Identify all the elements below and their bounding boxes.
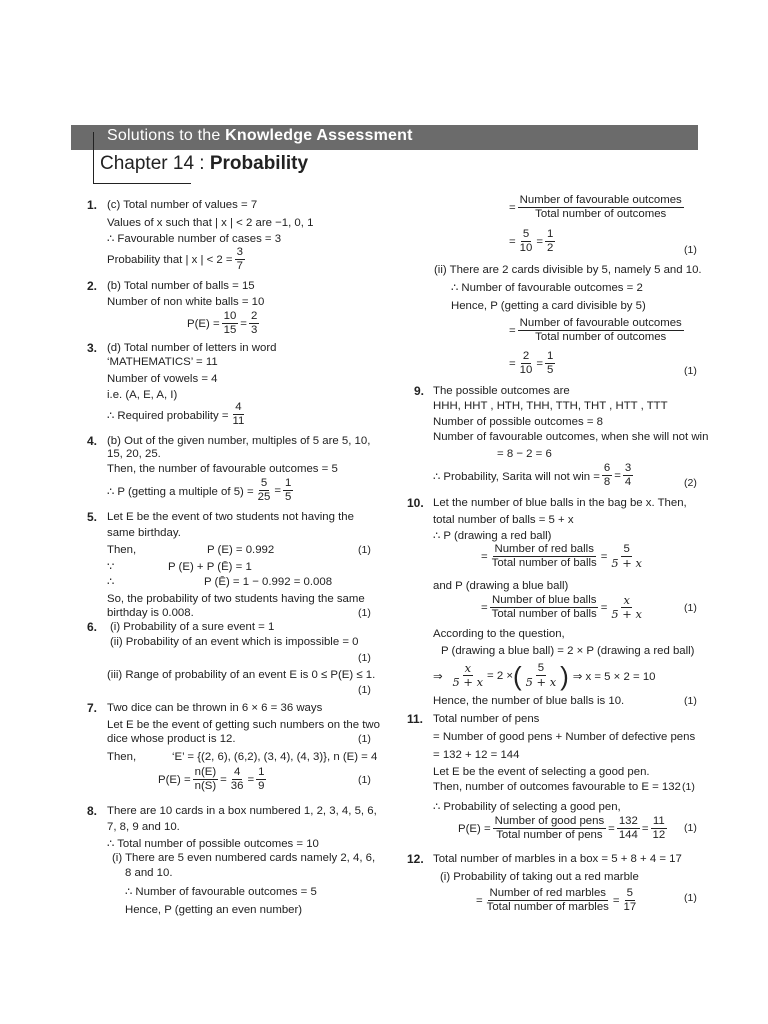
text-line: P (Ē) = 1 − 0.992 = 0.008 — [204, 576, 333, 588]
numerator: 5 — [522, 228, 530, 240]
denominator: 5 + x — [611, 556, 642, 570]
equation — [433, 462, 635, 489]
denominator: 5 — [546, 364, 554, 376]
equals-sign: = — [536, 235, 543, 248]
question-number: 11. — [407, 712, 424, 726]
numerator: Number of favourable outcomes — [519, 317, 682, 329]
text-line: (ii) Probability of an event which is impossible = 0 — [110, 636, 359, 648]
fraction — [623, 462, 633, 489]
text-line: and P (drawing a blue ball) — [433, 580, 569, 592]
numerator: 5 — [537, 662, 545, 674]
equation — [509, 228, 557, 255]
text-line: = 2 × — [487, 669, 513, 682]
text-line: Total number of marbles in a box = 5 + 8 + 4 = 17 — [433, 853, 682, 865]
fraction — [490, 543, 599, 570]
equals-sign: = — [476, 894, 483, 907]
paren-left: ( — [512, 660, 522, 691]
question-number: 9. — [414, 384, 425, 398]
text-line: Number of non white balls = 10 — [107, 296, 265, 308]
denominator: 17 — [623, 901, 637, 913]
marks: (1) — [684, 695, 697, 707]
equals-sign: = — [509, 235, 516, 248]
fraction — [518, 350, 535, 377]
fraction — [256, 766, 266, 793]
fraction — [609, 543, 643, 570]
marks: (1) — [358, 544, 371, 556]
denominator: 25 — [257, 491, 271, 503]
marks: (1) — [684, 244, 697, 256]
denominator: 144 — [618, 829, 638, 841]
numerator: 11 — [652, 815, 665, 827]
text-line: Hence, P (getting an even number) — [125, 904, 303, 916]
text-line: total number of balls = 5 + x — [433, 514, 574, 526]
fraction — [518, 228, 535, 255]
text-line: ∴ P (drawing a red ball) — [433, 530, 552, 542]
question-number: 3. — [87, 341, 98, 355]
numerator: 3 — [624, 462, 632, 474]
equation — [509, 194, 686, 221]
text-line: According to the question, — [433, 628, 565, 640]
equals-sign: = — [608, 822, 615, 835]
equation — [433, 662, 656, 689]
text-line: ∵ — [107, 561, 115, 573]
fraction — [451, 662, 485, 689]
equation — [107, 246, 247, 273]
numerator: 1 — [546, 350, 554, 362]
equation — [158, 766, 268, 793]
text-line: (i) Probability of taking out a red marble — [440, 871, 639, 883]
text-line: So, the probability of two students having the same — [107, 593, 365, 605]
text-line: (i) There are 5 even numbered cards namely 2, 4, 6, — [112, 852, 376, 864]
denominator: Total number of outcomes — [535, 331, 667, 343]
denominator: Total number of balls — [491, 608, 597, 620]
text-line: P(E) = — [158, 773, 191, 786]
text-line: Then, — [107, 544, 137, 556]
marks: (1) — [358, 733, 371, 745]
fraction — [235, 246, 245, 273]
equation — [509, 350, 557, 377]
numerator: 5 — [626, 887, 633, 899]
numerator: 132 — [618, 815, 638, 827]
numerator: n(E) — [194, 766, 217, 778]
numerator: Number of blue balls — [491, 594, 597, 606]
fraction — [609, 594, 643, 621]
numerator: 1 — [258, 766, 265, 778]
text-line: Number of possible outcomes = 8 — [433, 416, 603, 428]
text-line: (c) Total number of values = 7 — [107, 199, 258, 211]
text-line: HHH, HHT , HTH, THH, TTH, THT , HTT , TTT — [433, 400, 668, 412]
text-line: ∴ Probability of selecting a good pen, — [433, 801, 621, 813]
question-number: 7. — [87, 701, 98, 715]
marks: (1) — [684, 822, 697, 834]
equals-sign: = — [614, 469, 621, 482]
text-line: dice whose product is 12. — [107, 733, 236, 745]
equals-sign: = — [481, 601, 488, 614]
marks: (1) — [684, 602, 697, 614]
text-line: Then, number of outcomes favourable to E = 132 — [433, 781, 681, 793]
fraction — [256, 477, 273, 504]
denominator: 15 — [223, 324, 237, 336]
fraction — [617, 815, 640, 842]
numerator: Number of good pens — [494, 815, 605, 827]
question-number: 12. — [407, 852, 424, 866]
text-line: Let E be the event of getting such numbers on the two — [107, 719, 380, 731]
text-line: ∴ Number of favourable outcomes = 5 — [125, 886, 317, 898]
marks: (1) — [684, 365, 697, 377]
denominator: 5 + x — [525, 675, 557, 689]
text-line: ∴ — [107, 576, 115, 588]
question-number: 1. — [87, 198, 98, 212]
equals-sign: = — [641, 822, 649, 835]
question-number: 4. — [87, 434, 98, 448]
text-line: same birthday. — [107, 527, 181, 539]
question-number: 6. — [87, 620, 98, 634]
denominator: 7 — [236, 260, 243, 272]
equation — [476, 887, 640, 914]
marks: (1) — [358, 652, 371, 664]
equals-sign: = — [509, 201, 516, 214]
text-line: = 8 − 2 = 6 — [497, 448, 552, 460]
equation — [187, 310, 261, 337]
text-line: ∴ Favourable number of cases = 3 — [107, 233, 282, 245]
paren-right: ) — [560, 660, 569, 691]
text-line: ∴ Required probability = — [107, 409, 229, 422]
denominator: 2 — [546, 242, 554, 254]
chapter-title: Chapter 14 : Probability — [100, 153, 309, 174]
text-line: Let E be the event of selecting a good pen. — [433, 766, 650, 778]
denominator: Total number of balls — [491, 557, 597, 569]
denominator: Total number of outcomes — [535, 208, 667, 220]
text-line: Number of favourable outcomes, when she will not win — [433, 431, 709, 443]
numerator: 5 — [260, 477, 268, 489]
text-line: P (drawing a blue ball) = 2 × P (drawing a red ball) — [441, 645, 695, 657]
question-number: 5. — [87, 510, 98, 524]
fraction — [545, 350, 555, 377]
denominator: 36 — [230, 780, 244, 792]
fraction — [249, 310, 259, 337]
equals-sign: = — [509, 324, 516, 337]
text-line: Let the number of blue balls in the bag be x. Then, — [433, 497, 687, 509]
text-line: i.e. (A, E, A, I) — [107, 389, 178, 401]
fraction — [602, 462, 612, 489]
fraction — [518, 194, 684, 221]
equation — [509, 317, 686, 344]
fraction — [485, 887, 611, 914]
text-line: The possible outcomes are — [433, 385, 570, 397]
question-number: 8. — [87, 804, 98, 818]
equals-sign: = — [481, 550, 488, 563]
implies-sign: ⇒ — [433, 670, 443, 683]
numerator: 6 — [603, 462, 611, 474]
title-bracket-horizontal — [93, 183, 191, 184]
text-line: Number of vowels = 4 — [107, 373, 218, 385]
denominator: 10 — [519, 364, 533, 376]
text-line: P (E) + P (Ē) = 1 — [168, 561, 252, 573]
fraction — [545, 228, 555, 255]
denominator: 9 — [258, 780, 265, 792]
fraction — [222, 310, 239, 337]
equation — [107, 401, 248, 428]
denominator: 11 — [232, 415, 245, 427]
numerator: x — [623, 593, 630, 607]
text-line: (b) Total number of balls = 15 — [107, 280, 255, 292]
equals-sign: = — [612, 894, 620, 907]
equals-sign: = — [240, 317, 247, 330]
denominator: 5 — [284, 491, 292, 503]
denominator: 4 — [624, 476, 632, 488]
fraction — [650, 815, 667, 842]
fraction — [231, 401, 247, 428]
text-line: (b) Out of the given number, multiples of 5 are 5, 10, — [107, 435, 371, 447]
equals-sign: = — [536, 357, 543, 370]
text-line: = 132 + 12 = 144 — [433, 749, 520, 761]
numerator: x — [464, 661, 471, 675]
text-line: (iii) Range of probability of an event E is 0 ≤ P(E) ≤ 1. — [107, 669, 376, 681]
question-number: 10. — [407, 496, 424, 510]
equals-sign: = — [247, 773, 255, 786]
equation — [107, 477, 295, 504]
equation — [481, 594, 646, 621]
numerator: Number of favourable outcomes — [519, 194, 682, 206]
question-number: 2. — [87, 279, 98, 293]
denominator: 10 — [519, 242, 533, 254]
text-line: Two dice can be thrown in 6 × 6 = 36 ways — [107, 702, 323, 714]
text-line: 8 and 10. — [125, 867, 173, 879]
text-line: Then, the number of favourable outcomes = 5 — [107, 463, 338, 475]
text-line: Hence, the number of blue balls is 10. — [433, 695, 625, 707]
denominator: n(S) — [194, 780, 217, 792]
marks: (1) — [358, 774, 371, 786]
fraction — [229, 766, 246, 793]
fraction — [193, 766, 219, 793]
fraction — [524, 662, 558, 689]
text-line: Then, — [107, 751, 137, 763]
marks: (1) — [682, 781, 695, 793]
banner-title: Solutions to the Knowledge Assessment — [107, 127, 413, 144]
denominator: Total number of pens — [496, 829, 603, 841]
text-line: birthday is 0.008. — [107, 607, 194, 619]
fraction — [493, 815, 607, 842]
text-line: = Number of good pens + Number of defective pens — [433, 731, 696, 743]
text-line: ∴ P (getting a multiple of 5) = — [107, 485, 254, 498]
text-line: 15, 20, 25. — [107, 448, 161, 460]
text-line: ∴ Probability, Sarita will not win = — [433, 470, 600, 483]
numerator: 4 — [235, 401, 242, 413]
equation — [458, 815, 669, 842]
equals-sign: = — [220, 773, 227, 786]
marks: (1) — [358, 684, 371, 696]
denominator: 8 — [603, 476, 611, 488]
denominator: Total number of marbles — [486, 901, 609, 913]
fraction — [490, 594, 599, 621]
numerator: 1 — [546, 228, 554, 240]
title-bracket-vertical — [93, 132, 94, 184]
denominator: 3 — [250, 324, 258, 336]
text-line: P (E) = 0.992 — [207, 544, 275, 556]
numerator: 2 — [522, 350, 530, 362]
marks: (1) — [684, 892, 697, 904]
text-line: P(E) = — [187, 317, 220, 330]
denominator: 5 + x — [611, 607, 642, 621]
text-line: (d) Total number of letters in word — [107, 342, 277, 354]
text-line: ⇒ x = 5 × 2 = 10 — [572, 670, 656, 683]
numerator: 4 — [233, 766, 241, 778]
fraction — [283, 477, 293, 504]
denominator: 5 + x — [452, 675, 484, 689]
text-line: Hence, P (getting a card divisible by 5) — [451, 300, 646, 312]
marks: (2) — [684, 477, 697, 489]
numerator: Number of red balls — [494, 543, 594, 555]
equation — [481, 543, 646, 570]
fraction — [518, 317, 684, 344]
text-line: (ii) There are 2 cards divisible by 5, namely 5 and 10. — [434, 264, 702, 276]
numerator: 2 — [250, 310, 258, 322]
text-line: ∴ Total number of possible outcomes = 10 — [107, 838, 319, 850]
equals-sign: = — [600, 601, 608, 614]
equals-sign: = — [600, 550, 608, 563]
text-line: Probability that | x | < 2 = — [107, 253, 233, 266]
text-line: Total number of pens — [433, 713, 540, 725]
text-line: Let E be the event of two students not having the — [107, 511, 354, 523]
numerator: 3 — [236, 246, 243, 258]
text-line: (i) Probability of a sure event = 1 — [110, 621, 275, 633]
denominator: 12 — [652, 829, 666, 841]
equals-sign: = — [509, 357, 516, 370]
text-line: Values of x such that | x | < 2 are −1, 0, 1 — [107, 217, 314, 229]
numerator: 1 — [284, 477, 292, 489]
text-line: 7, 8, 9 and 10. — [107, 821, 180, 833]
text-line: P(E) = — [458, 822, 491, 835]
numerator: 5 — [623, 543, 630, 555]
text-line: There are 10 cards in a box numbered 1, 2, 3, 4, 5, 6, — [107, 805, 377, 817]
marks: (1) — [358, 607, 371, 619]
text-line: ‘MATHEMATICS’ = 11 — [107, 356, 218, 368]
text-line: ∴ Number of favourable outcomes = 2 — [451, 282, 643, 294]
numerator: 10 — [223, 310, 237, 322]
text-line: ‘E’ = {(2, 6), (6,2), (3, 4), (4, 3)}, n (E) = 4 — [172, 751, 378, 763]
numerator: Number of red marbles — [489, 887, 606, 899]
equals-sign: = — [274, 484, 281, 497]
fraction — [622, 887, 639, 914]
